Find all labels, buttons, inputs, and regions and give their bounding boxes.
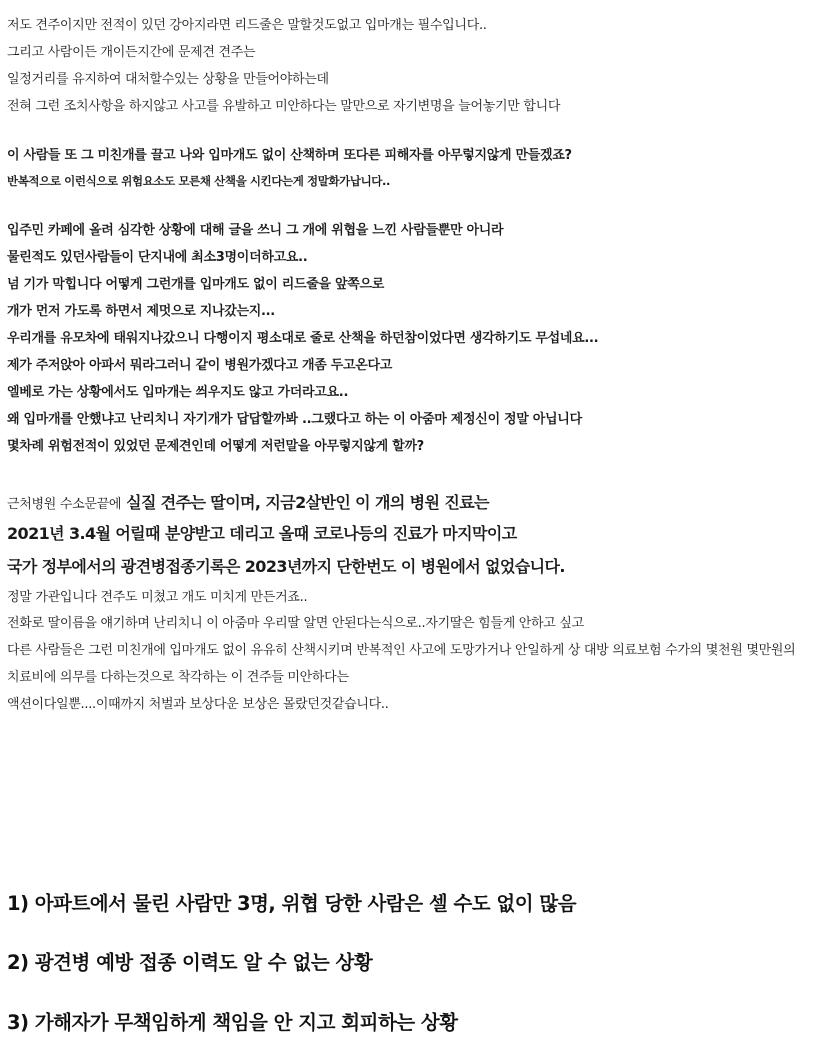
text-line-bold: 개가 먼저 가도록 하면서 제멋으로 지나갔는지... <box>7 304 275 319</box>
text-line-mixed <box>7 495 489 511</box>
text-line: 전화로 딸이름을 얘기하며 난리치니 이 아줌마 우리딸 알면 안된다는식으로..자기딸은 힘들게 안하고 싶고 <box>7 616 584 631</box>
text-line-bold: 제가 주저앉아 아파서 뭐라그러니 같이 병원가겠다고 개좀 두고온다고 <box>7 358 393 373</box>
text-line-bold: 입주민 카페에 올려 심각한 상황에 대해 글을 쓰니 그 개에 위협을 느낀 사람들뿐만 아니라 <box>7 223 504 238</box>
text-line: 치료비에 의무를 다하는것으로 착각하는 이 견주들 미안하다는 <box>7 670 349 685</box>
summary-item: 1) 아파트에서 물린 사람만 3명, 위협 당한 사람은 셀 수도 없이 많음 <box>7 892 577 915</box>
text-line-emphasis: 2021년 3.4월 어릴때 분양받고 데리고 올때 코로나등의 진료가 마지막이고 <box>7 524 517 543</box>
text-line: 정말 가관입니다 견주도 미쳤고 개도 미치게 만든거죠.. <box>7 590 308 605</box>
text-line: 그리고 사람이든 개이든지간에 문제견 견주는 <box>7 45 256 60</box>
text-line: 일정거리를 유지하여 대처할수있는 상황을 만들어야하는데 <box>7 72 329 87</box>
text-line: 다른 사람들은 그런 미친개에 입마개도 없이 유유히 산책시키며 반복적인 사고에 도망가거나 안일하게 상 대방 의료보험 수가의 몇천원 몇만원의 <box>7 643 796 658</box>
text-line-bold: 반복적으로 이런식으로 위험요소도 모른채 산책을 시킨다는게 정말화가납니다.. <box>7 174 390 188</box>
text-line-bold: 넘 기가 막힙니다 어떻게 그런개를 입마개도 없이 리드줄을 앞쪽으로 <box>7 277 385 292</box>
text-prefix: 근처병원 수소문끝에 <box>7 497 122 512</box>
text-line-bold: 물린적도 있던사람들이 단지내에 최소3명이더하고요.. <box>7 250 308 265</box>
text-line-bold: 엘베로 가는 상황에서도 입마개는 씌우지도 않고 가더라고요.. <box>7 385 349 400</box>
text-line-bold: 이 사람들 또 그 미친개를 끌고 나와 입마개도 없이 산책하며 또다른 피해자를 아무렇지않게 만들겠죠? <box>7 148 572 163</box>
text-line: 저도 견주이지만 전적이 있던 강아지라면 리드줄은 말할것도없고 입마개는 필수입니다.. <box>7 18 487 33</box>
text-line: 액션이다일뿐....이때까지 처벌과 보상다운 보상은 몰랐던것같습니다.. <box>7 697 389 712</box>
summary-item: 3) 가해자가 무책임하게 책임을 안 지고 회피하는 상황 <box>7 1011 458 1034</box>
text-line-bold: 몇차례 위험전적이 있었던 문제견인데 어떻게 저런말을 아무렇지않게 할까? <box>7 439 424 454</box>
text-line-emphasis: 국가 정부에서의 광견병접종기록은 2023년까지 단한번도 이 병원에서 없었습니다. <box>7 557 565 576</box>
text-emphasis: 실질 견주는 딸이며, 지금2살반인 이 개의 병원 진료는 <box>121 493 489 512</box>
text-line-bold: 왜 입마개를 안했냐고 난리치니 자기개가 답답할까봐 ..그랬다고 하는 이 아줌마 제정신이 정말 아닙니다 <box>7 412 582 427</box>
summary-item: 2) 광견병 예방 접종 이력도 알 수 없는 상황 <box>7 951 373 974</box>
text-line: 전혀 그런 조치사항을 하지않고 사고를 유발하고 미안하다는 말만으로 자기변명을 늘어놓기만 합니다 <box>7 99 561 114</box>
text-line-bold: 우리개를 유모차에 태워지나갔으니 다행이지 평소대로 줄로 산책을 하던참이었다면 생각하기도 무섭네요... <box>7 331 599 346</box>
